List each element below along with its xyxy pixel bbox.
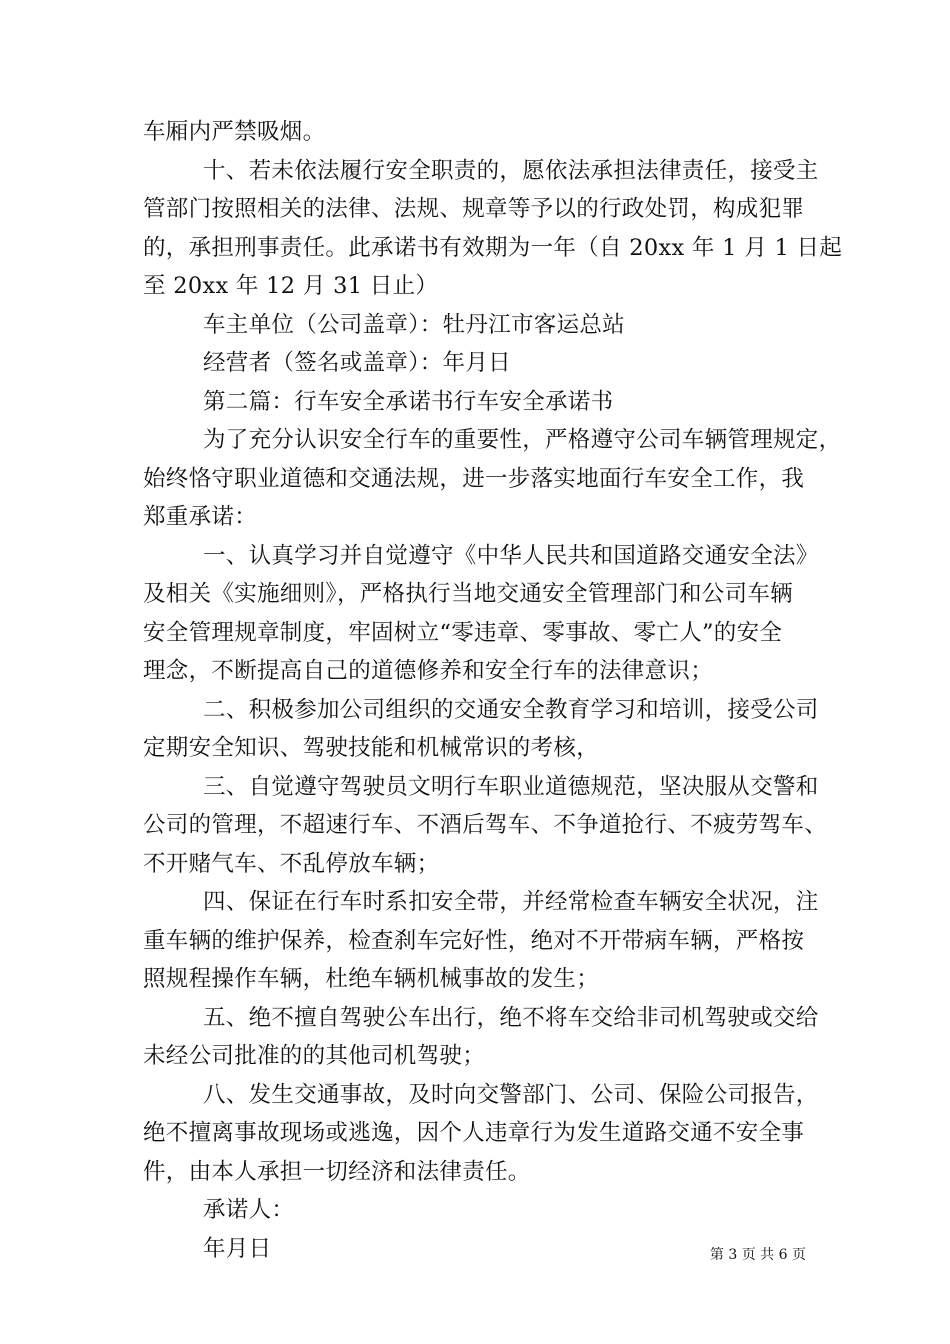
body-line: 管部门按照相关的法律、法规、规章等予以的行政处罚，构成犯罪 bbox=[143, 196, 805, 222]
body-line: 重车辆的维护保养，检查刹车完好性，绝对不开带病车辆，严格按 bbox=[143, 927, 805, 954]
body-line: 一、认真学习并自觉遵守《中华人民共和国道路交通安全法》 bbox=[203, 542, 819, 569]
body-line: 三、自觉遵守驾驶员文明行车职业道德规范，坚决服从交警和 bbox=[203, 773, 819, 800]
body-line: 公司的管理，不超速行车、不酒后驾车、不争道抢行、不疲劳驾车、 bbox=[143, 812, 828, 838]
body-line: 八、发生交通事故，及时向交警部门、公司、保险公司报告， bbox=[203, 1081, 819, 1108]
body-line: 至 20xx 年 12 月 31 日止） bbox=[143, 273, 439, 299]
body-line: 车厢内严禁吸烟。 bbox=[143, 119, 326, 145]
body-line: 四、保证在行车时系扣安全带，并经常检查车辆安全状况，注 bbox=[203, 889, 819, 915]
body-line: 定期安全知识、驾驶技能和机械常识的考核， bbox=[143, 735, 600, 761]
body-line: 郑重承诺： bbox=[143, 504, 258, 530]
body-line: 的，承担刑事责任。此承诺书有效期为一年（自 20xx 年 1 月 1 日起 bbox=[143, 234, 843, 261]
body-line: 理念，不断提高自己的道德修养和安全行车的法律意识； bbox=[143, 658, 714, 684]
body-line: 车主单位（公司盖章）：牡丹江市客运总站 bbox=[203, 311, 625, 338]
body-line: 及相关《实施细则》，严格执行当地交通安全管理部门和公司车辆 bbox=[143, 581, 793, 607]
body-line: 绝不擅离事故现场或逃逸，因个人违章行为发生道路交通不安全事 bbox=[143, 1120, 805, 1146]
body-line: 件，由本人承担一切经济和法律责任。 bbox=[143, 1158, 531, 1185]
page-number: 第 3 页 共 6 页 bbox=[709, 1247, 806, 1263]
body-line: 照规程操作车辆，杜绝车辆机械事故的发生； bbox=[143, 966, 600, 992]
section-heading: 第二篇：行车安全承诺书行车安全承诺书 bbox=[203, 388, 614, 415]
signature-label: 承诺人： bbox=[203, 1197, 295, 1223]
body-line: 为了充分认识安全行车的重要性，严格遵守公司车辆管理规定， bbox=[203, 427, 842, 453]
body-line: 未经公司批准的的其他司机驾驶； bbox=[143, 1043, 486, 1069]
date-label: 年月日 bbox=[203, 1235, 272, 1262]
body-line: 不开赌气车、不乱停放车辆； bbox=[143, 850, 440, 877]
body-line: 安全管理规章制度，牢固树立“零违章、零事故、零亡人”的安全 bbox=[143, 619, 783, 646]
body-line: 经营者（签名或盖章）：年月日 bbox=[203, 350, 511, 376]
body-line: 十、若未依法履行安全职责的，愿依法承担法律责任，接受主 bbox=[203, 157, 819, 184]
body-line: 五、绝不擅自驾驶公车出行，绝不将车交给非司机驾驶或交给 bbox=[203, 1004, 819, 1031]
body-line: 始终恪守职业道德和交通法规，进一步落实地面行车安全工作，我 bbox=[143, 465, 805, 492]
document-body bbox=[143, 113, 843, 1268]
body-line: 二、积极参加公司组织的交通安全教育学习和培训，接受公司 bbox=[203, 696, 819, 723]
